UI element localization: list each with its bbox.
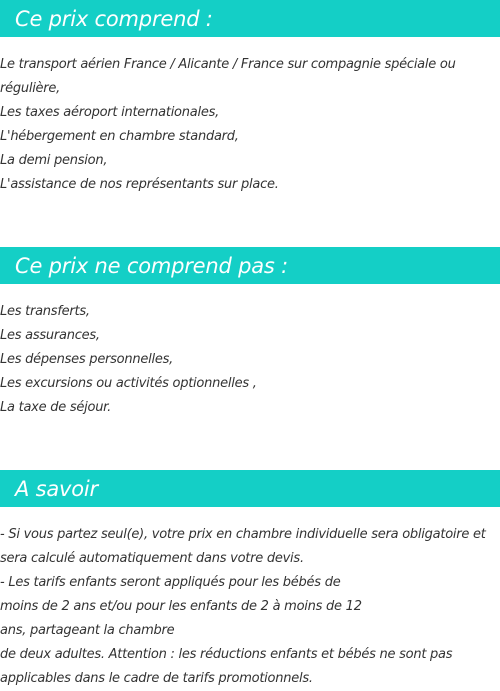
section-body [0, 300, 500, 420]
list-item: Le transport aérien France / Alicante / France sur compagnie spéciale ou régulière, [0, 57, 456, 96]
list-item: de deux adultes. Attention : les réductions enfants et bébés ne sont pas applicables dans le cadre de tarifs promotionnels. [0, 647, 453, 686]
section-body [0, 53, 500, 197]
list-item: L'assistance de nos représentants sur place. [0, 177, 279, 192]
list-item: Les transferts, [0, 304, 90, 319]
section-price-includes [0, 0, 500, 197]
section-price-excludes [0, 247, 500, 420]
list-item: La demi pension, [0, 153, 108, 168]
list-item: L'hébergement en chambre standard, [0, 129, 239, 144]
section-body [0, 523, 500, 691]
section-header [0, 0, 500, 37]
section-header [0, 470, 500, 507]
section-title: Ce prix comprend : [15, 6, 213, 31]
list-item: Les taxes aéroport internationales, [0, 105, 219, 120]
list-item: Les excursions ou activités optionnelles , [0, 376, 257, 391]
section-title: Ce prix ne comprend pas : [15, 253, 289, 278]
section-title: A savoir [15, 476, 98, 501]
list-item: La taxe de séjour. [0, 400, 111, 415]
section-good-to-know [0, 470, 500, 691]
list-item: Les assurances, [0, 328, 100, 343]
list-item: - Les tarifs enfants seront appliqués pour les bébés de moins de 2 ans et/ou pour les enfants de 2 à moins de 12 ans, partageant la chambre [0, 575, 362, 638]
list-item: - Si vous partez seul(e), votre prix en chambre individuelle sera obligatoire et sera calculé automatiquement dans votre devis. [0, 527, 486, 566]
list-item: Les dépenses personnelles, [0, 352, 173, 367]
section-header [0, 247, 500, 284]
